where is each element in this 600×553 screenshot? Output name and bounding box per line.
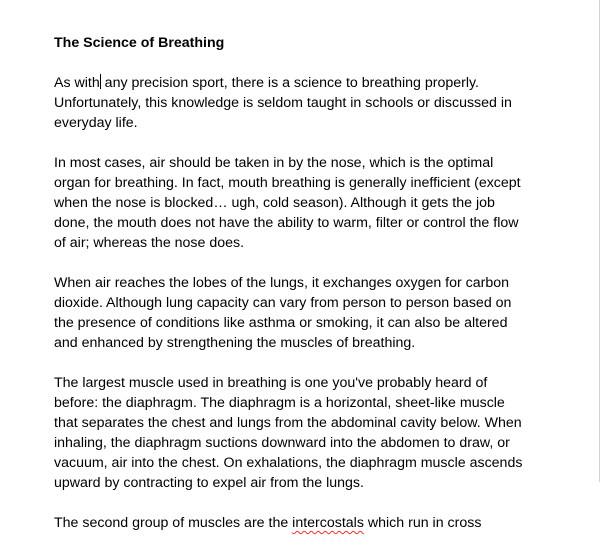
paragraph-line[interactable]: organ for breathing. In fact, mouth breathing is generally inefficient (except	[54, 175, 521, 191]
paragraph-line[interactable]: inhaling, the diaphragm suctions downward into the abdomen to draw, or	[54, 435, 510, 451]
paragraph-line[interactable]: everyday life.	[54, 115, 138, 131]
text-run[interactable]: The second group of muscles are the	[54, 515, 293, 531]
misspelled-word[interactable]: intercostals	[292, 515, 364, 531]
paragraph-1[interactable]	[54, 73, 588, 133]
text-run[interactable]: which run in cross	[363, 515, 482, 531]
paragraph-line[interactable]	[54, 513, 588, 533]
paragraph-line[interactable]: that separates the chest and lungs from the abdominal cavity below. When	[54, 415, 522, 431]
paragraph-line[interactable]: upward by contracting to expel air from the lungs.	[54, 475, 364, 491]
paragraph-line[interactable]: The largest muscle used in breathing is one you've probably heard of	[54, 375, 488, 391]
document-title[interactable]: The Science of Breathing	[54, 35, 225, 51]
paragraph-line[interactable]: of air; whereas the nose does.	[54, 235, 245, 251]
paragraph-line[interactable]: dioxide. Although lung capacity can vary from person to person based on	[54, 295, 512, 311]
paragraph-4[interactable]	[54, 373, 588, 493]
paragraph-line[interactable]: the presence of conditions like asthma or smoking, it can also be altered	[54, 315, 508, 331]
paragraph-line[interactable]: before: the diaphragm. The diaphragm is a horizontal, sheet-like muscle	[54, 395, 505, 411]
paragraph-5[interactable]	[54, 513, 588, 533]
paragraph-line[interactable]: In most cases, air should be taken in by the nose, which is the optimal	[54, 155, 494, 171]
paragraph-line[interactable]: done, the mouth does not have the ability to warm, filter or control the flow	[54, 215, 519, 231]
paragraph-line[interactable]: Unfortunately, this knowledge is seldom taught in schools or discussed in	[54, 95, 512, 111]
paragraph-line[interactable]: vacuum, air into the chest. On exhalations, the diaphragm muscle ascends	[54, 455, 523, 471]
paragraph-2[interactable]	[54, 153, 588, 253]
paragraph-line[interactable]: when the nose is blocked… ugh, cold season). Although it gets the job	[54, 195, 495, 211]
paragraph-line[interactable]: When air reaches the lobes of the lungs, it exchanges oxygen for carbon	[54, 275, 510, 291]
paragraph-line[interactable]	[54, 73, 588, 93]
document-body[interactable]	[54, 33, 588, 553]
text-after-caret[interactable]: any precision sport, there is a science to breathing properly.	[100, 75, 480, 91]
paragraph-line[interactable]: and enhanced by strengthening the muscles of breathing.	[54, 335, 416, 351]
paragraph-3[interactable]	[54, 273, 588, 353]
text-before-caret[interactable]: As with	[54, 75, 100, 91]
